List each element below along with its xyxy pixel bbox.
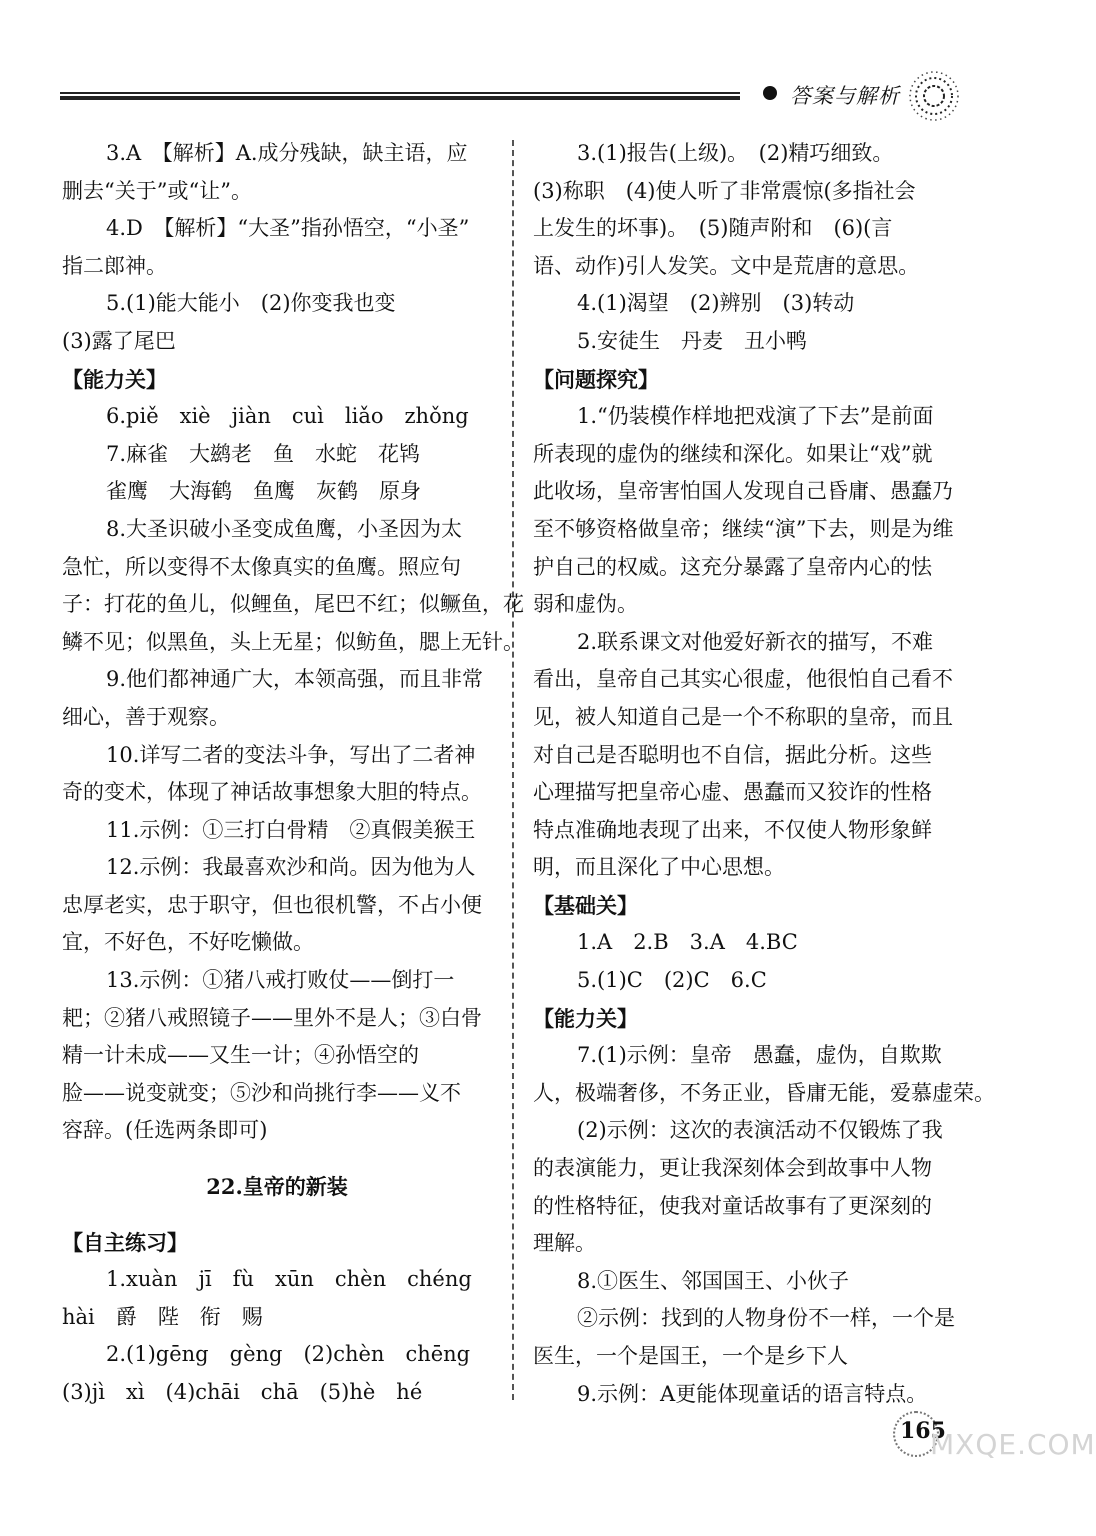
text-line: 7.(1)示例：皇帝 愚蠢，虚伪，自欺欺 <box>577 1043 942 1068</box>
text-line: 2.(1)gēng gèng (2)chèn chēng <box>106 1342 471 1367</box>
sun-ornament-icon <box>908 70 960 122</box>
text-line: 理解。 <box>533 1231 596 1256</box>
section-heading: 【能力关】 <box>62 366 167 392</box>
text-line: 的表演能力，更让我深刻体会到故事中人物 <box>533 1156 932 1181</box>
text-line: 3.A 【解析】A.成分残缺，缺主语，应 <box>106 141 468 165</box>
column-divider <box>512 140 514 1400</box>
text-line: 雀鹰 大海鹤 鱼鹰 灰鹤 原身 <box>106 479 421 504</box>
text-line: 删去“关于”或“让”。 <box>62 178 252 203</box>
text-line: 子：打花的鱼儿，似鲤鱼，尾巴不红；似鳜鱼，花 <box>62 592 524 617</box>
text-line: 奇的变术，体现了神话故事想象大胆的特点。 <box>62 780 482 805</box>
text-line: 医生，一个是国王，一个是乡下人 <box>533 1344 848 1368</box>
text-line: 容辞。(任选两条即可) <box>62 1118 268 1143</box>
text-line: 特点准确地表现了出来，不仅使人物形象鲜 <box>533 817 932 842</box>
text-line: 细心，善于观察。 <box>62 704 230 729</box>
page-number: 165 <box>900 1418 946 1444</box>
text-line: 5.安徒生 丹麦 丑小鸭 <box>577 328 808 353</box>
text-line: ②示例：找到的人物身份不一样，一个是 <box>577 1306 955 1331</box>
text-line: 1.A 2.B 3.A 4.BC <box>577 930 798 955</box>
bullet-dot-icon <box>763 86 777 100</box>
text-line: (3)称职 (4)使人听了非常震惊(多指社会 <box>533 178 916 203</box>
text-line: 10.详写二者的变法斗争，写出了二者神 <box>106 742 476 767</box>
text-line: 9.他们都神通广大，本领高强，而且非常 <box>106 667 484 692</box>
text-line: 2.联系课文对他爱好新衣的描写，不难 <box>577 629 934 654</box>
text-line: 语、动作)引人发笑。文中是荒唐的意思。 <box>533 253 920 278</box>
text-line: 6.piě xiè jiàn cuì liǎo zhǒng <box>106 404 469 429</box>
text-line: 宜，不好色，不好吃懒做。 <box>62 930 314 955</box>
section-heading: 【自主练习】 <box>62 1229 188 1255</box>
text-line: 对自己是否聪明也不自信，据此分析。这些 <box>533 742 932 767</box>
text-line: 13.示例：①猪八戒打败仗——倒打一 <box>106 968 455 993</box>
text-line: 忠厚老实，忠于职守，但也很机警，不占小便 <box>62 892 482 917</box>
section-heading: 【能力关】 <box>533 1005 638 1031</box>
text-line: 耙；②猪八戒照镜子——里外不是人；③白骨 <box>62 1005 482 1030</box>
text-line: 8.大圣识破小圣变成鱼鹰，小圣因为太 <box>106 516 463 541</box>
text-line: 5.(1)C (2)C 6.C <box>577 968 767 993</box>
text-line: 脸——说变就变；⑤沙和尚挑行李——义不 <box>62 1080 461 1105</box>
text-line: 3.(1)报告(上级)。 (2)精巧细致。 <box>577 141 894 165</box>
right-column <box>533 135 995 1413</box>
section-heading: 【基础关】 <box>533 892 638 918</box>
text-line: 此收场，皇帝害怕国人发现自己昏庸、愚蠢乃 <box>533 479 953 504</box>
text-line: 12.示例：我最喜欢沙和尚。因为他为人 <box>106 855 476 880</box>
text-line: 至不够资格做皇帝；继续“演”下去，则是为维 <box>533 516 954 541</box>
text-line: (3)jì xì (4)chāi chā (5)hè hé <box>62 1380 423 1404</box>
text-line: 1.“仍装模作样地把戏演了下去”是前面 <box>577 404 934 429</box>
text-line: 8.①医生、邻国国王、小伙子 <box>577 1268 850 1293</box>
watermark: MXQE.COM <box>930 1428 1096 1461</box>
text-line: 心理描写把皇帝心虚、愚蠢而又狡诈的性格 <box>533 780 932 805</box>
text-line: 4.D 【解析】“大圣”指孙悟空，“小圣” <box>106 216 470 241</box>
text-line: 所表现的虚伪的继续和深化。如果让“戏”就 <box>533 441 933 466</box>
text-line: 急忙，所以变得不太像真实的鱼鹰。照应句 <box>62 554 461 579</box>
text-line: hài 爵 陛 衔 赐 <box>62 1304 263 1329</box>
text-line: 精一计未成——又生一计；④孙悟空的 <box>62 1043 419 1068</box>
text-line: 人，极端奢侈，不务正业，昏庸无能，爱慕虚荣。 <box>533 1080 995 1105</box>
text-line: 见，被人知道自己是一个不称职的皇帝，而且 <box>533 704 953 729</box>
text-line: 9.示例：A更能体现童话的语言特点。 <box>577 1381 928 1406</box>
header-rule <box>60 92 740 100</box>
text-line: 指二郎神。 <box>62 253 167 278</box>
text-line: 明，而且深化了中心思想。 <box>533 855 785 880</box>
text-line: 看出，皇帝自己其实心很虚，他很怕自己看不 <box>533 667 953 692</box>
text-line: 上发生的坏事)。 (5)随声附和 (6)(言 <box>533 216 893 241</box>
text-line: 鳞不见；似黑鱼，头上无星；似鲂鱼，腮上无针。 <box>62 629 524 654</box>
text-line: 4.(1)渴望 (2)辨别 (3)转动 <box>577 291 855 316</box>
section-title: 22.皇帝的新装 <box>206 1174 348 1200</box>
text-line: 护自己的权威。这充分暴露了皇帝内心的怯 <box>533 554 932 579</box>
section-heading: 【问题探究】 <box>533 366 659 392</box>
text-line: 1.xuàn jī fù xūn chèn chéng <box>106 1267 472 1292</box>
text-line: 的性格特征，使我对童话故事有了更深刻的 <box>533 1193 932 1218</box>
text-line: (2)示例：这次的表演活动不仅锻炼了我 <box>577 1118 943 1143</box>
header-title: 答案与解析 <box>790 84 900 108</box>
text-line: 弱和虚伪。 <box>533 592 638 617</box>
text-line: 5.(1)能大能小 (2)你变我也变 <box>106 291 396 316</box>
left-column <box>62 135 524 1412</box>
text-line: 11.示例：①三打白骨精 ②真假美猴王 <box>106 817 476 842</box>
text-line: (3)露了尾巴 <box>62 328 176 353</box>
text-line: 7.麻雀 大鹚老 鱼 水蛇 花鸨 <box>106 441 421 466</box>
